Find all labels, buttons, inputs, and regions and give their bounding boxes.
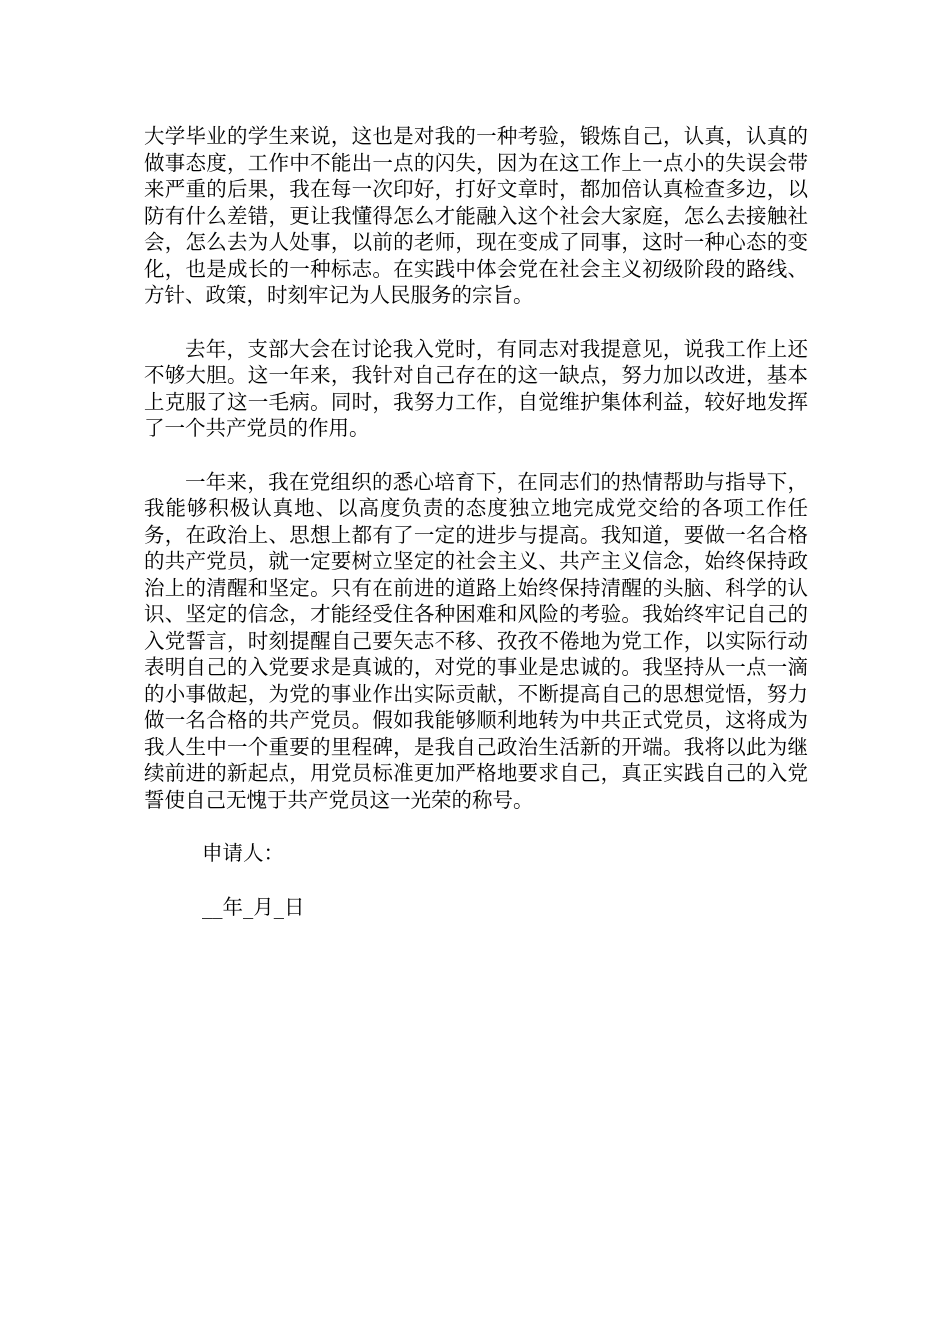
applicant-label: 申请人： <box>202 841 284 865</box>
document-body <box>144 123 808 920</box>
paragraph-criticism-improvement: 去年，支部大会在讨论我入党时，有同志对我提意见，说我工作上还不够大胆。这一年来，我针对自己存在的这一缺点，努力加以改进，基本上克服了这一毛病。同时，我努力工作，自觉维护集体利益，较好地发挥了一个共产党员的作用。 <box>144 336 808 440</box>
date-line: __年_月_日 <box>202 894 305 919</box>
paragraph-continuation: 大学毕业的学生来说，这也是对我的一种考验，锻炼自己，认真，认真的做事态度，工作中不能出一点的闪失，因为在这工作上一点小的失误会带来严重的后果，我在每一次印好，打好文章时，都加倍认真检查多边，以防有什么差错，更让我懂得怎么才能融入这个社会大家庭，怎么去接触社会，怎么去为人处事，以前的老师，现在变成了同事，这时一种心态的变化，也是成长的一种标志。在实践中体会党在社会主义初级阶段的路线、方针、政策，时刻牢记为人民服务的宗旨。 <box>144 124 808 307</box>
paragraph-year-summary: 一年来，我在党组织的悉心培育下，在同志们的热情帮助与指导下，我能够积极认真地、以高度负责的态度独立地完成党交给的各项工作任务，在政治上、思想上都有了一定的进步与提高。我知道，要做一名合格的共产党员，就一定要树立坚定的社会主义、共产主义信念，始终保持政治上的清醒和坚定。只有在前进的道路上始终保持清醒的头脑、科学的认识、坚定的信念，才能经受住各种困难和风险的考验。我始终牢记自己的入党誓言，时刻提醒自己要矢志不移、孜孜不倦地为党工作，以实际行动表明自己的入党要求是真诚的，对党的事业是忠诚的。我坚持从一点一滴的小事做起，为党的事业作出实际贡献，不断提高自己的思想觉悟，努力做一名合格的共产党员。假如我能够顺利地转为中共正式党员，这将成为我人生中一个重要的里程碑，是我自己政治生活新的开端。我将以此为继续前进的新起点，用党员标准更加严格地要求自己，真正实践自己的入党誓使自己无愧于共产党员这一光荣的称号。 <box>144 469 808 812</box>
